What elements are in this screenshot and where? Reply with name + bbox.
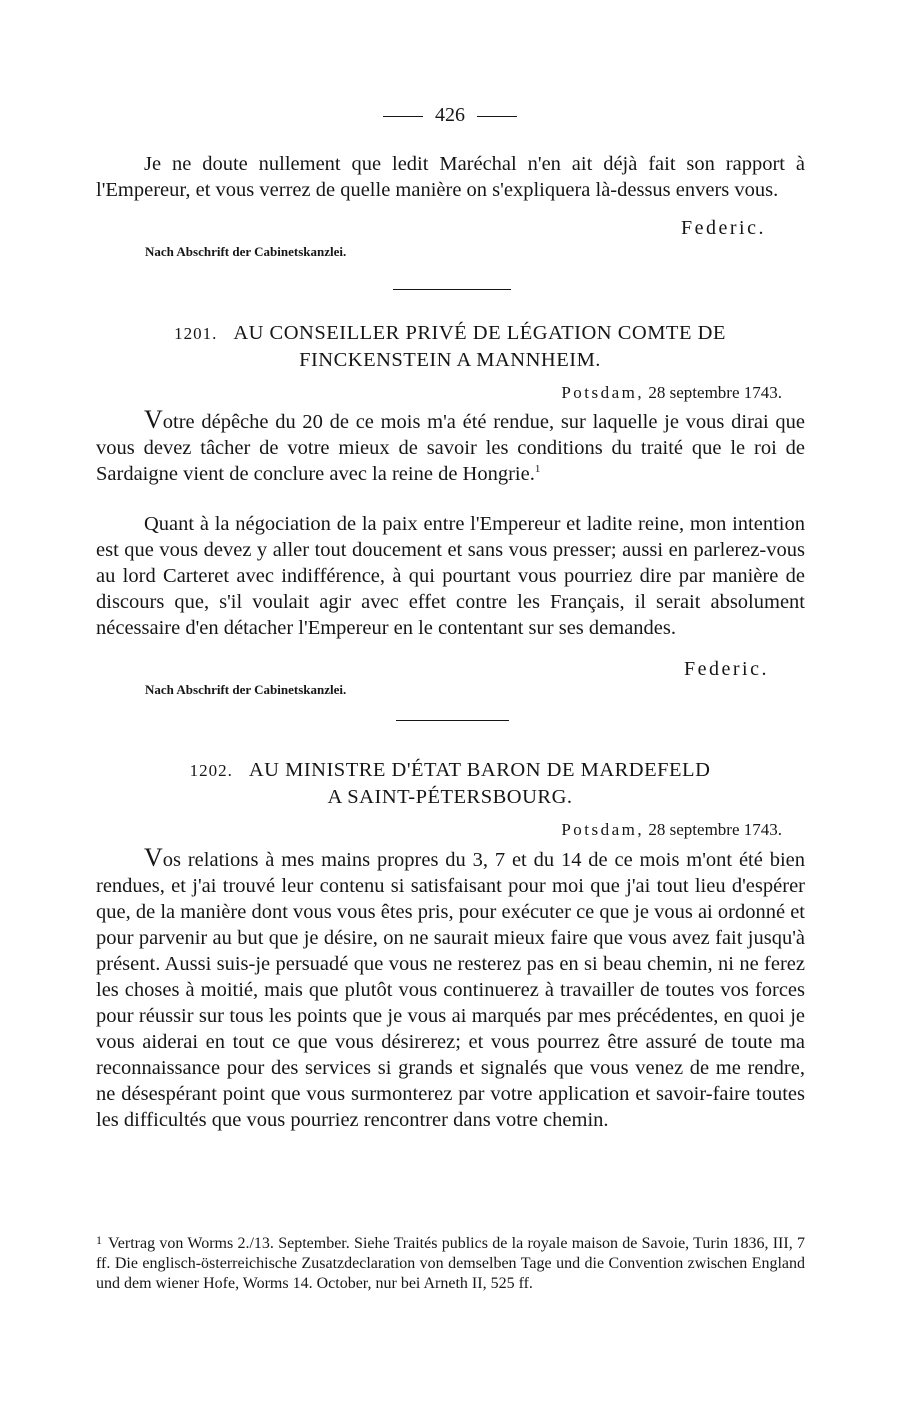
continuation-paragraph: Je ne doute nullement que ledit Maréchal n'en ait déjà fait son rapport à l'Empereur, et vous verrez de quelle manière on s'expliquera là-dessus envers vous.: [96, 153, 805, 201]
page-number: 426: [0, 104, 900, 127]
page-number-dash-left: [383, 116, 423, 117]
letter-1202-dateline: [561, 820, 782, 840]
footnote-text: Vertrag von Worms 2./13. September. Siehe Traités publics de la royale maison de Savoie, Turin 1836, III, 7 ff. Die englisch-österreichische Zusatzdeclaration von demselben Tage und die Convention zwischen England und dem wiener Hofe, Worms 14. October, nur bei Arneth II, 525 ff.: [96, 1235, 805, 1292]
letter-1202-number: 1202.: [189, 761, 233, 780]
footnote-reference: 1: [534, 463, 541, 476]
source-note-continuation: Nach Abschrift der Cabinetskanzlei.: [145, 244, 347, 259]
signature-1201: Federic.: [684, 658, 769, 680]
letter-1201-heading: [0, 320, 900, 373]
letter-1201-paragraph-2: Quant à la négociation de la paix entre l'Empereur et ladite reine, mon intention est que vous devez y aller tout doucement et sans vous presser; aussi en parlerez-vous au lord Carteret avec indifférence, à qui pourtant vous pourriez dire par manière de discours que, s'il voulait agir avec effet contre les Français, il serait absolument nécessaire d'en détacher l'Empereur en le contentant sur ses demandes.: [96, 513, 805, 639]
signature-continuation: Federic.: [681, 217, 766, 239]
section-divider-1: [393, 289, 511, 290]
letter-1202-date: 28 septembre 1743.: [648, 820, 782, 839]
letter-1202-heading-line2: A SAINT-PÉTERSBOURG.: [327, 786, 573, 808]
letter-1202-date-place: Potsdam,: [561, 820, 645, 839]
source-note-1201: Nach Abschrift der Cabinetskanzlei.: [145, 682, 347, 697]
letter-1201-number: 1201.: [174, 324, 218, 343]
letter-1201-heading-line2: FINCKENSTEIN A MANNHEIM.: [299, 349, 601, 371]
letter-1202-heading-line1: AU MINISTRE D'ÉTAT BARON DE MARDEFELD: [248, 759, 711, 781]
letter-1201-paragraph-1: Votre dépêche du 20 de ce mois m'a été rendue, sur laquelle je vous dirai que vous devez tâcher de votre mieux de savoir les conditions du traité que le roi de Sardaigne vient de conclure avec la reine de Hongrie.$^1$: [96, 405, 805, 485]
letter-1201-date: 28 septembre 1743.: [648, 383, 782, 402]
letter-1201-heading-line1: AU CONSEILLER PRIVÉ DE LÉGATION COMTE DE: [233, 322, 726, 344]
letter-1202-paragraph-1: Vos relations à mes mains propres du 3, 7 et du 14 de ce mois m'ont été bien rendues, et j'ai trouvé leur contenu si satisfaisant pour moi que j'ai tout lieu d'espérer que, de la manière dont vous vous êtes pris, pour exécuter ce que je vous ai ordonné et pour parvenir au but que je désire, on ne saurait mieux faire que vous avez fait jusqu'à présent. Aussi suis-je persuadé que vous ne resterez pas en si beau chemin, ni ne ferez les choses à moitié, mais que plutôt vous continuerez à travailler de toutes vos forces pour réussir sur tous les points que je vous ai marqués par mes précédentes, en quoi je vous aiderai en tout ce que vous désirerez; et vous pourrez être assuré de toute ma reconnaissance pour des services si grands et signalés que vous venez de me rendre, ne désespérant point que vous surmonterez par votre application et savoir-faire toutes les difficultés que vous pourriez rencontrer dans votre chemin.: [96, 843, 805, 1131]
footnote: [96, 1230, 805, 1294]
section-divider-2: [396, 720, 509, 721]
letter-1202-heading: [0, 757, 900, 810]
letter-1201-dateline: [561, 383, 782, 403]
page-number-dash-right: [477, 116, 517, 117]
footnote-mark: 1: [96, 1233, 102, 1247]
letter-1201-date-place: Potsdam,: [561, 383, 645, 402]
